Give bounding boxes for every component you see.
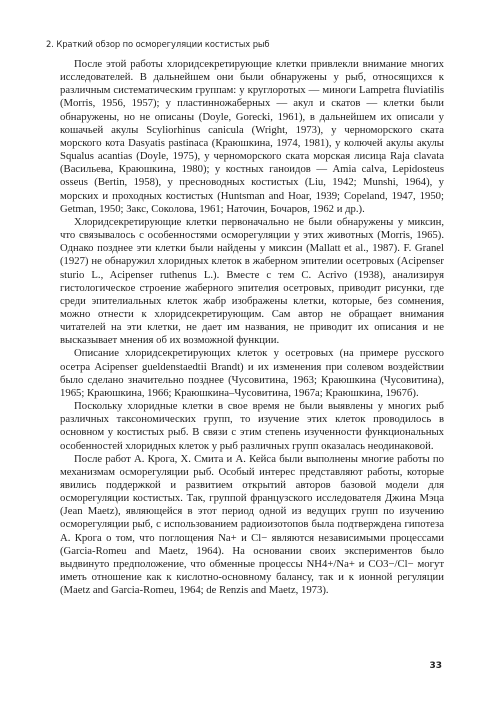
paragraph-3: Описание хлоридсекретирующих клеток у осетровых (на примере русского осетра Acipenser gueldenstaedtii Brandt) и их изменения при солевом воздействии было сделано значительно позднее (Чусовитина, 1963; Краюшкина (Чусовитина), 1965; Краюшкина, 1966; Краюшкина–Чусовитина, 1967а; Краюшкина, 1967б).: [60, 347, 444, 399]
paragraph-1: После этой работы хлоридсекретирующие клетки привлекли внимание многих исследователей. В дальнейшем они были обнаружены у рыб, относящихся к различным систематическим группам: у круглоротых — миноги Lampetra fluviatilis (Morris, 1956, 1957); у пластинножаберных — акул и скатов — клетки были обнаружены, но не описаны (Doyle, Gorecki, 1961), в дальнейшем их описали у кошачьей акулы Scyliorhinus canicula (Wright, 1973), у черноморского ската морского кота Dasyatis pastinaca (Краюшкина, 1974, 1981), у колючей акулы акулы Squalus acantias (Doyle, 1975), у черноморского ската морская лисица Raja clavata (Васильева, Краюшкина, 1980); у костных ганоидов — Amia calva, Lepidosteus osseus (Bertin, 1958), у пресноводных костистых (Liu, 1942; Munshi, 1964), у морских и проходных костистых (Huntsman and Hoar, 1939; Copeland, 1947, 1950; Getman, 1950; Закс, Соколова, 1961; Наточин, Бочаров, 1962 и др.).: [60, 58, 444, 215]
page-number: 33: [429, 661, 442, 671]
paragraph-2: Хлоридсекретирующие клетки первоначально не были обнаружены у миксин, что связывалось с особенностями осморегуляции у этих животных (Morris, 1965). Однако позднее эти клетки были найдены у миксин (Mallatt et al., 1987). F. Granel (1927) не обнаружил хлоридных клеток в жаберном эпителии осетровых (Acipenser sturio L., Acipenser ruthenus L.). Вместе с тем C. Acrivo (1938), анализируя гистологическое строение жаберного эпителия осетровых, приводит рисунки, где среди эпителиальных клеток жабр изображены клетки, которые, без сомнения, можно отнести к хлоридсекретирующим. Сам автор не обращает внимания читателей на эти клетки, не дает им названия, не приводит их описания и не высказывает мнения об их возможной функции.: [60, 215, 444, 347]
running-header: 2. Краткий обзор по осморегуляции костистых рыб: [46, 39, 270, 49]
paragraph-4: Поскольку хлоридные клетки в свое время не были выявлены у многих рыб различных таксономических групп, то изучение этих клеток проводилось в основном у костистых рыб. В связи с этим степень изученности функциональных особенностей хлоридных клеток у рыб различных групп оказалась неодинаковой.: [60, 400, 444, 452]
paragraph-5: После работ А. Крога, Х. Смита и А. Кейса были выполнены многие работы по механизмам осморегуляции рыб. Особый интерес представляют работы, которые явились поддержкой и развитием открытий авторов базовой модели для осморегуляции костистых. Так, группой французского исследователя Джина Мэца (Jean Maetz), являющейся в этот период одной из ведущих групп по изучению осморегуляции рыб, с использованием радиоизотопов была подтверждена гипотеза А. Крога о том, что поглощения Na+ и Cl− являются независимыми процессами (Garcia-Romeu and Maetz, 1964). На основании своих экспериментов было выдвинуто предположение, что обменные процессы NH4+/Na+ и CO3−/Cl− могут иметь отношение как к кислотно-основному балансу, так и к ионной регуляции (Maetz and Garcia-Romeu, 1964; de Renzis and Maetz, 1973).: [60, 452, 444, 597]
body-text: [60, 58, 444, 597]
